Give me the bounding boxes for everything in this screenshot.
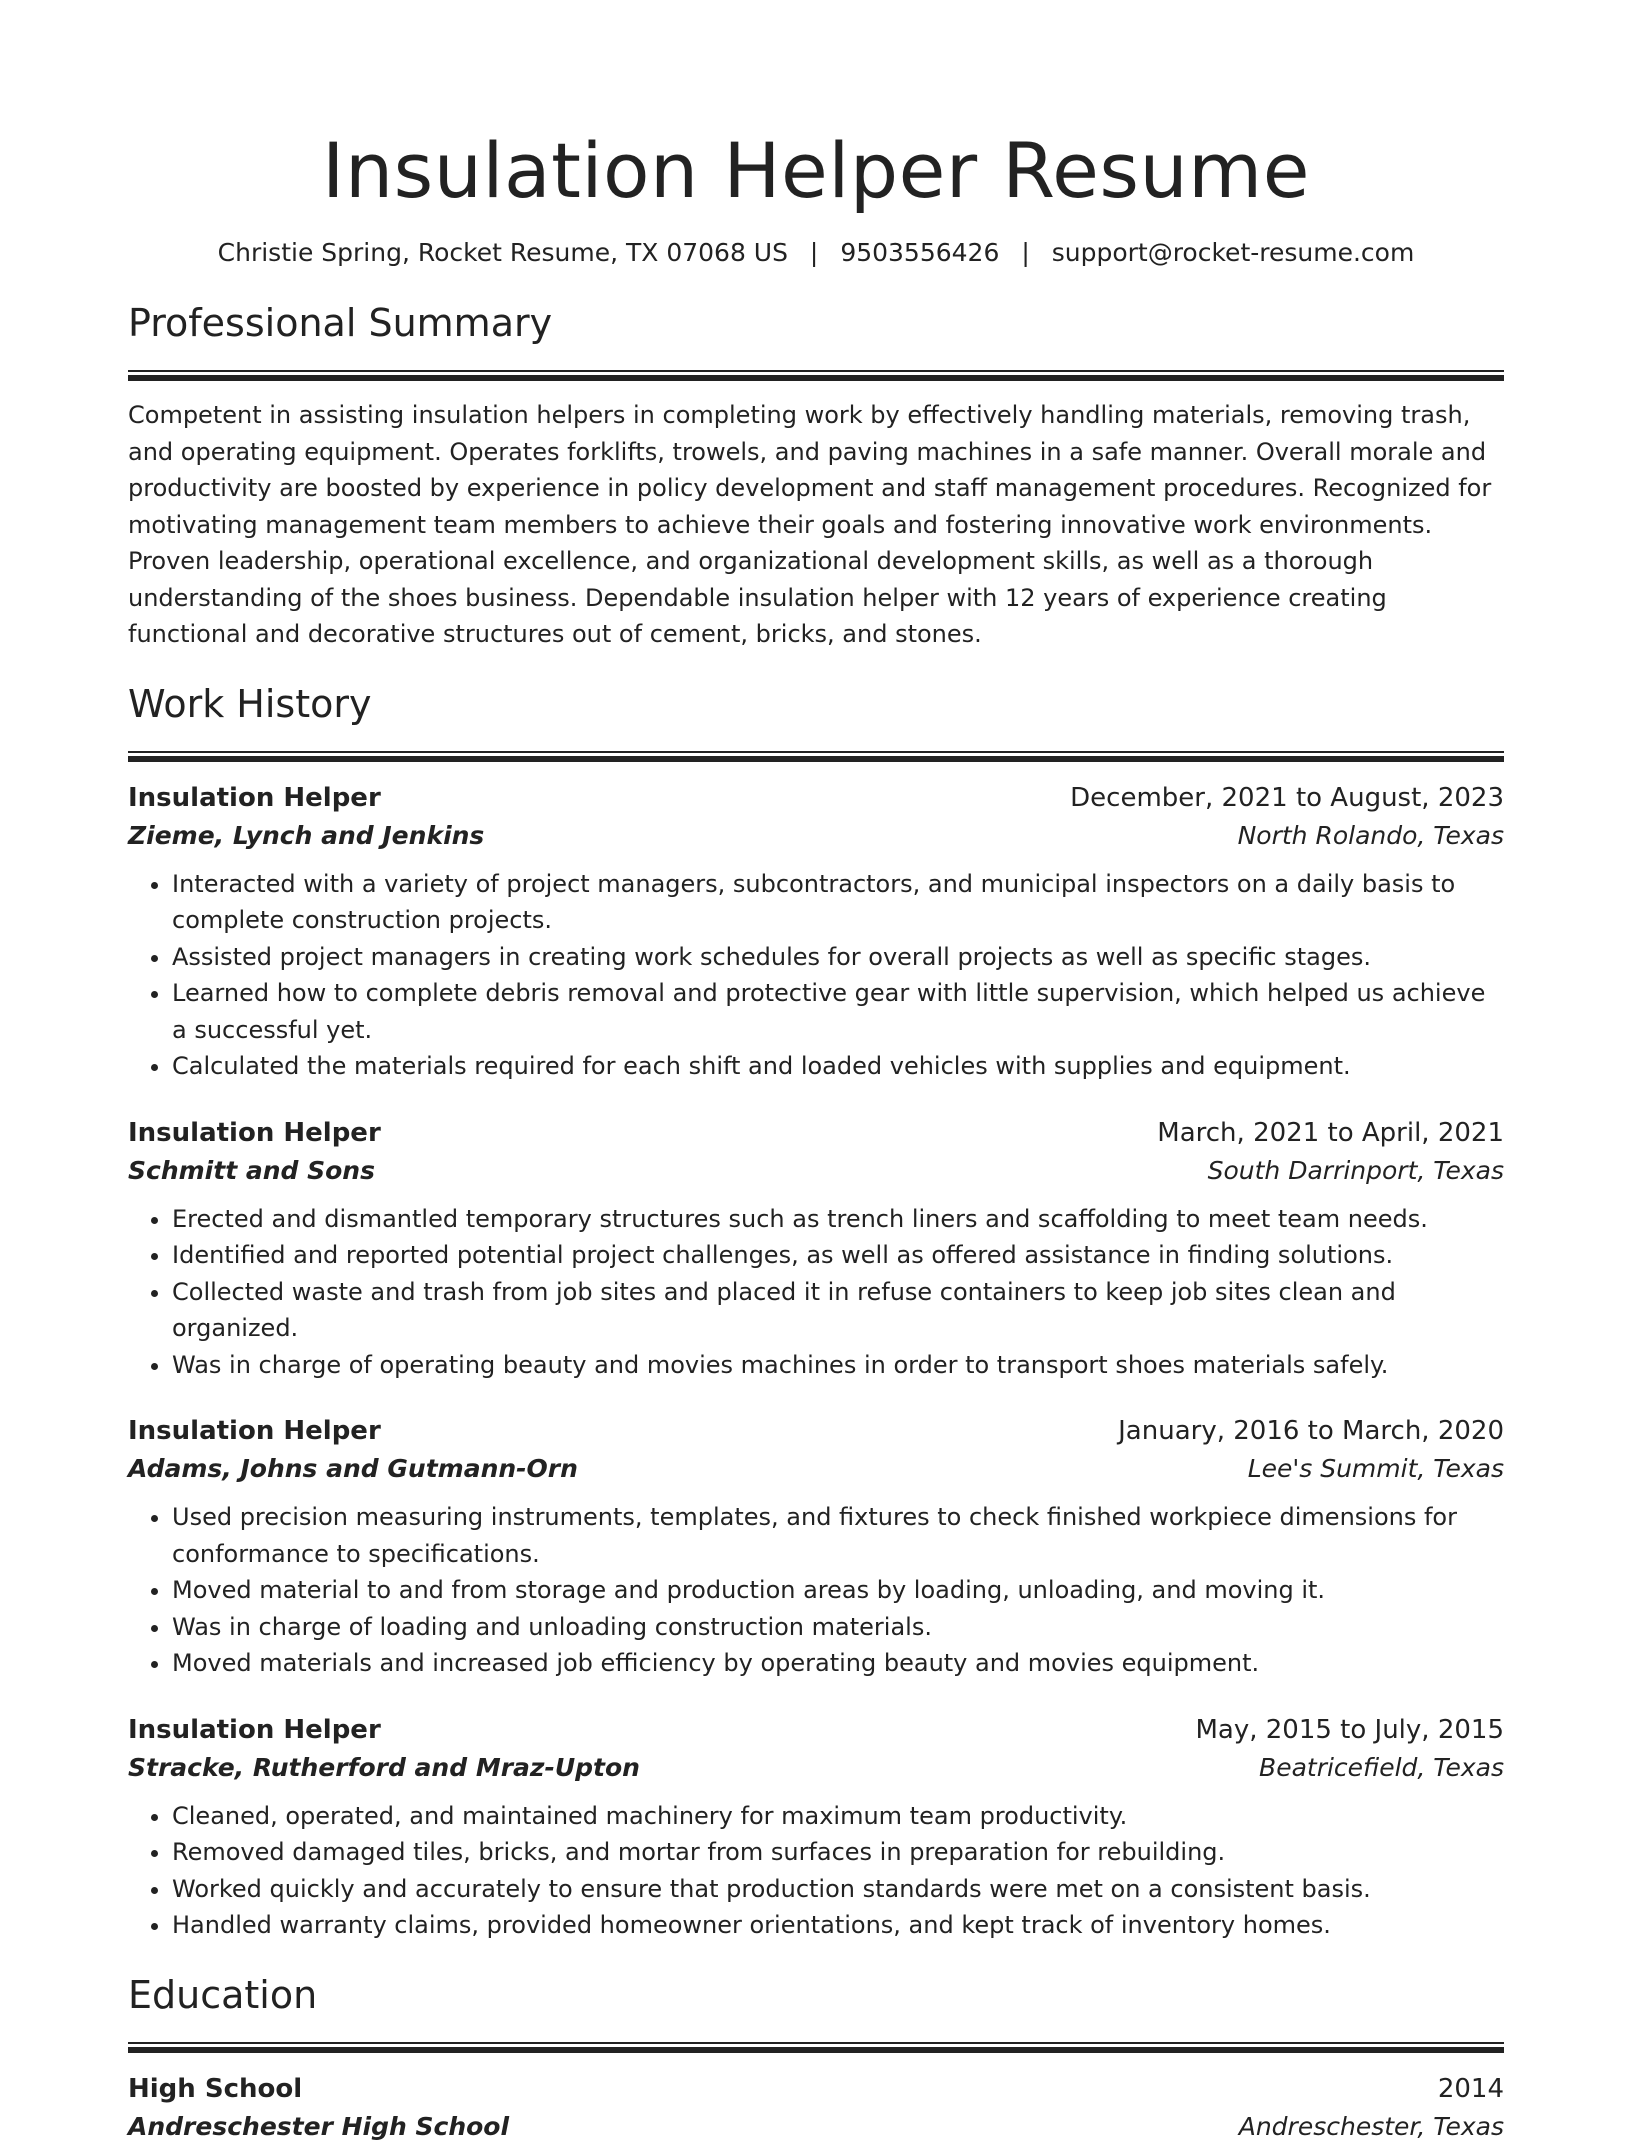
education-section [128,1972,1504,2147]
job-entry [128,780,1504,1085]
job-bullet: • Assisted project managers in creating work schedules for overall projects as well as specific stages. [172,939,1504,976]
job-entry [128,1712,1504,1944]
job-dates: March, 2021 to April, 2021 [1157,1117,1504,1148]
contact-separator: | [1021,238,1030,267]
contact-separator: | [809,238,819,267]
job-company: Schmitt and Sons [128,1155,375,1185]
job-bullet: • Interacted with a variety of project managers, subcontractors, and municipal inspectors on a daily basis to complete construction projects. [172,866,1504,939]
job-dates: May, 2015 to July, 2015 [1195,1714,1504,1745]
section-heading-summary: Professional Summary [128,301,553,345]
contact-phone: 9503556426 [840,238,1000,267]
job-bullet: • Cleaned, operated, and maintained machinery for maximum team productivity. [172,1798,1504,1835]
summary-section [128,300,1504,653]
job-dates: January, 2016 to March, 2020 [1118,1416,1504,1446]
job-company: Stracke, Rutherford and Mraz-Upton [128,1752,640,1782]
job-bullet: • Calculated the materials required for each shift and loaded vehicles with supplies and equipment. [172,1048,1504,1085]
contact-email: support@rocket-resume.com [1051,238,1415,267]
job-entry [128,1413,1504,1682]
job-bullet: • Learned how to complete debris removal and protective gear with little supervision, which helped us achieve a successful yet. [172,975,1504,1048]
resume-title: Insulation Helper Resume [322,126,1310,215]
education-school: Andreschester High School [128,2111,510,2141]
job-company: Zieme, Lynch and Jenkins [128,820,485,850]
job-bullet: • Was in charge of loading and unloading construction materials. [172,1609,1504,1646]
job-bullet: • Erected and dismantled temporary structures such as trench liners and scaffolding to meet team needs. [172,1201,1504,1238]
job-title: Insulation Helper [128,1416,381,1446]
job-company-row [128,816,1504,856]
job-location: Beatricefield, Texas [1259,1752,1504,1782]
job-bullets [128,1798,1504,1944]
job-location: North Rolando, Texas [1237,820,1504,850]
section-divider [128,751,1504,762]
job-bullet: • Worked quickly and accurately to ensure that production standards were met on a consistent basis. [172,1871,1504,1908]
job-bullet: • Moved material to and from storage and production areas by loading, unloading, and moving it. [172,1572,1504,1609]
job-bullet: • Removed damaged tiles, bricks, and mortar from surfaces in preparation for rebuilding. [172,1834,1504,1871]
job-bullets [128,1201,1504,1384]
job-header-row [128,1712,1504,1748]
contact-line [128,236,1504,270]
job-bullet: • Was in charge of operating beauty and movies machines in order to transport shoes materials safely. [172,1347,1504,1384]
job-bullets [128,1499,1504,1682]
education-location: Andreschester, Texas [1238,2111,1504,2141]
job-header-row [128,1413,1504,1449]
job-title: Insulation Helper [128,782,381,813]
job-title: Insulation Helper [128,1714,381,1745]
job-company-row [128,1449,1504,1489]
section-heading-education: Education [128,1972,318,2017]
section-divider [128,2042,1504,2053]
education-header-row [128,2071,1504,2107]
job-bullet: • Handled warranty claims, provided homeowner orientations, and kept track of inventory homes. [172,1907,1504,1944]
education-year: 2014 [1437,2073,1504,2104]
resume-page [128,0,1504,2147]
job-bullets [128,866,1504,1085]
job-location: South Darrinport, Texas [1207,1155,1504,1185]
job-header-row [128,1115,1504,1151]
job-bullet: • Used precision measuring instruments, templates, and fixtures to check finished workpiece dimensions for conformance to specifications. [172,1499,1504,1572]
job-company: Adams, Johns and Gutmann-Orn [128,1454,578,1483]
summary-text: Competent in assisting insulation helpers in completing work by effectively handling materials, removing trash, and operating equipment. Operates forklifts, trowels, and paving machines in a safe manner. Overall morale and productivity are boosted by experience in policy development and staff management procedures. Recognized for motivating management team members to achieve their goals and fostering innovative work environments. Proven leadership, operational excellence, and organizational development skills, as well as a thorough understanding of the shoes business. Dependable insulation helper with 12 years of experience creating functional and decorative structures out of cement, bricks, and stones. [128,401,1492,648]
section-heading-work-history: Work History [128,681,372,726]
job-header-row [128,780,1504,816]
job-title: Insulation Helper [128,1117,381,1148]
job-company-row [128,1151,1504,1191]
education-degree: High School [128,2073,303,2104]
job-bullet: • Identified and reported potential project challenges, as well as offered assistance in finding solutions. [172,1237,1504,1274]
education-school-row [128,2107,1504,2147]
work-history-section [128,681,1504,1944]
job-location: Lee's Summit, Texas [1247,1454,1504,1483]
contact-address: Christie Spring, Rocket Resume, TX 07068 US [217,238,788,267]
job-bullet: • Moved materials and increased job efficiency by operating beauty and movies equipment. [172,1645,1504,1682]
section-divider [128,370,1504,381]
education-entry [128,2071,1504,2147]
job-entry [128,1115,1504,1384]
job-company-row [128,1748,1504,1788]
job-bullet: • Collected waste and trash from job sites and placed it in refuse containers to keep job sites clean and organized. [172,1274,1504,1347]
job-dates: December, 2021 to August, 2023 [1070,782,1504,813]
